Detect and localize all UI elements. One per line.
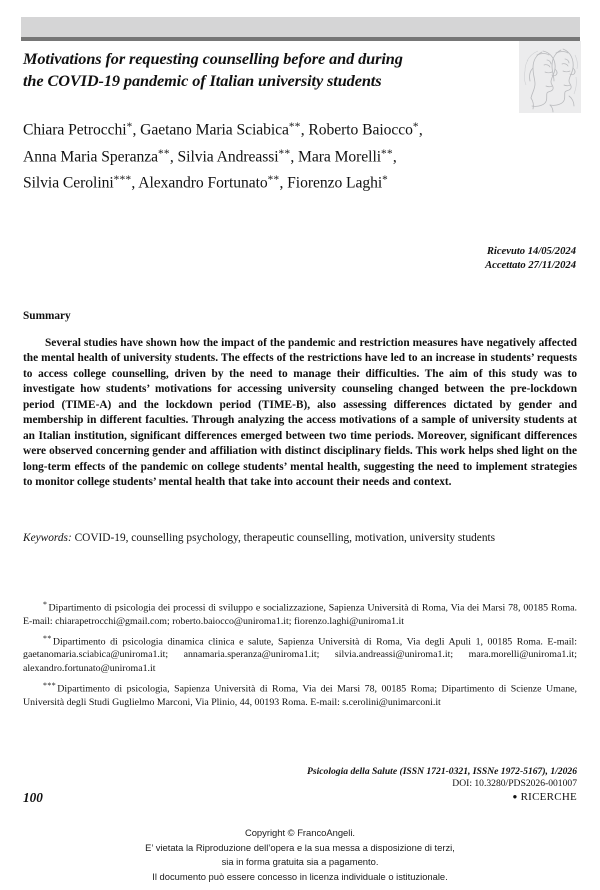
- affiliation-marker: *: [382, 174, 389, 186]
- affiliation-marker: **: [288, 121, 301, 133]
- footnote-marker: ***: [43, 680, 57, 690]
- author-name: , Mara Morelli: [290, 148, 382, 166]
- affiliation-marker: ***: [113, 174, 132, 186]
- copyright-line-3: sia in forma gratuita sia a pagamento.: [221, 856, 379, 868]
- title-line-2: the COVID-19 pandemic of Italian university students: [23, 70, 382, 90]
- author-name: , Fiorenzo Laghi: [279, 174, 383, 192]
- author-name: Chiara Petrocchi: [23, 121, 127, 139]
- author-line-1: [23, 116, 568, 143]
- header-band: [21, 17, 580, 37]
- footnote-3: [23, 679, 577, 709]
- affiliation-marker: *: [126, 121, 133, 133]
- affiliation-marker: **: [381, 147, 393, 160]
- footnote-1: [23, 598, 577, 628]
- accepted-date: Accettato 27/11/2024: [485, 259, 576, 271]
- author-name: , Roberto Baiocco: [300, 121, 413, 139]
- footnote-text: Dipartimento di psicologia dinamica clinica e salute, Sapienza Università di Roma, Via degli Apuli 1, 00185 Roma. E-mail: gaetanomaria.sciabica@uniroma1.it; annamaria.speranza@uniroma1.it; silvia.andreassi@uniroma1.it; mara.morelli@uniroma1.it; alexandro.fortunato@uniroma1.it: [23, 635, 577, 674]
- affiliation-marker: *: [412, 121, 419, 133]
- keywords-label: Keywords:: [23, 532, 72, 544]
- section-tag-label: RICERCHE: [520, 791, 577, 803]
- affiliation-marker: **: [267, 174, 280, 186]
- author-list: [23, 116, 568, 196]
- footnote-text: Dipartimento di psicologia, Sapienza Università di Roma, Via dei Marsi 78, 00185 Roma; Dipartimento di Scienze Umane, Università degli Studi Guglielmo Marconi, Via Plinio, 44, 00193 Roma. E-mail: s.cerolini@unimarconi.it: [23, 683, 577, 708]
- section-tag: [513, 791, 578, 803]
- submission-dates: [485, 245, 576, 272]
- author-name: , Silvia Andreassi: [169, 148, 279, 166]
- author-name: Silvia Cerolini: [23, 174, 114, 192]
- keywords-list: COVID-19, counselling psychology, therapeutic counselling, motivation, university students: [71, 532, 496, 544]
- page-title: [23, 48, 503, 91]
- author-separator: ,: [392, 148, 397, 166]
- copyright-line-1: Copyright © FrancoAngeli.: [244, 827, 356, 838]
- footnote-marker: *: [43, 600, 48, 609]
- affiliation-marker: **: [158, 147, 170, 160]
- author-line-2: [23, 143, 568, 170]
- copyright-line-2: E’ vietata la Riproduzione dell’opera e la sua messa a disposizione di terzi,: [145, 841, 455, 853]
- header-rule: [21, 37, 580, 41]
- received-date: Ricevuto 14/05/2024: [486, 246, 576, 257]
- copyright-line-4: Il documento può essere concesso in licenza individuale o istituzionale.: [152, 870, 448, 882]
- affiliation-marker: **: [278, 147, 291, 160]
- page-number: 100: [23, 790, 43, 805]
- author-line-3: [23, 169, 568, 196]
- author-name: , Gaetano Maria Sciabica: [132, 121, 289, 139]
- title-line-1: Motivations for requesting counselling before and during: [23, 49, 403, 68]
- footnote-marker: **: [43, 633, 52, 643]
- author-name: , Alexandro Fortunato: [131, 174, 268, 192]
- keywords: [23, 531, 577, 546]
- affiliation-footnotes: [23, 598, 577, 712]
- summary-heading: Summary: [23, 310, 71, 322]
- classical-profiles-logo: [519, 41, 581, 113]
- bullet-icon: ●: [512, 791, 518, 801]
- footnote-2: [23, 632, 577, 676]
- copyright-notice: [0, 826, 600, 884]
- footnote-text: Dipartimento di psicologia dei processi di sviluppo e socializzazione, Sapienza Università di Roma, Via dei Marsi 78, 00185 Roma. E-mail: chiarapetrocchi@gmail.com; roberto.baiocco@uniroma1.it; fiorenzo.laghi@uniroma1.it: [23, 602, 577, 627]
- doi: DOI: 10.3280/PDS2026-001007: [452, 778, 577, 790]
- author-name: Anna Maria Speranza: [23, 148, 159, 166]
- journal-name-issn: Psicologia della Salute (ISSN 1721-0321, ISSNe 1972-5167), 1/2026: [307, 766, 577, 777]
- abstract-text: Several studies have shown how the impact of the pandemic and restriction measures have negatively affected the mental health of university students. The effects of the restrictions have led to an increase in students’ requests to access college counselling, driven by the need to manage their difficulties. The aim of this study was to investigate how students’ motivations for accessing university counseling changed between the pre-lockdown period (TIME-A) and the lockdown period (TIME-B), also assessing differences dictated by gender and membership in different faculties. Through analyzing the access motivations of a sample of university students at an Italian institution, significant differences emerged between two time periods. Moreover, significant differences were observed concerning gender and affiliation with distinct disciplinary fields. This work helps shed light on the long-term effects of the pandemic on college students’ mental health, suggesting the need to implement strategies to monitor college students’ mental health that take into account their needs and context.: [23, 337, 577, 489]
- journal-citation: [307, 766, 577, 791]
- author-separator: ,: [418, 121, 423, 139]
